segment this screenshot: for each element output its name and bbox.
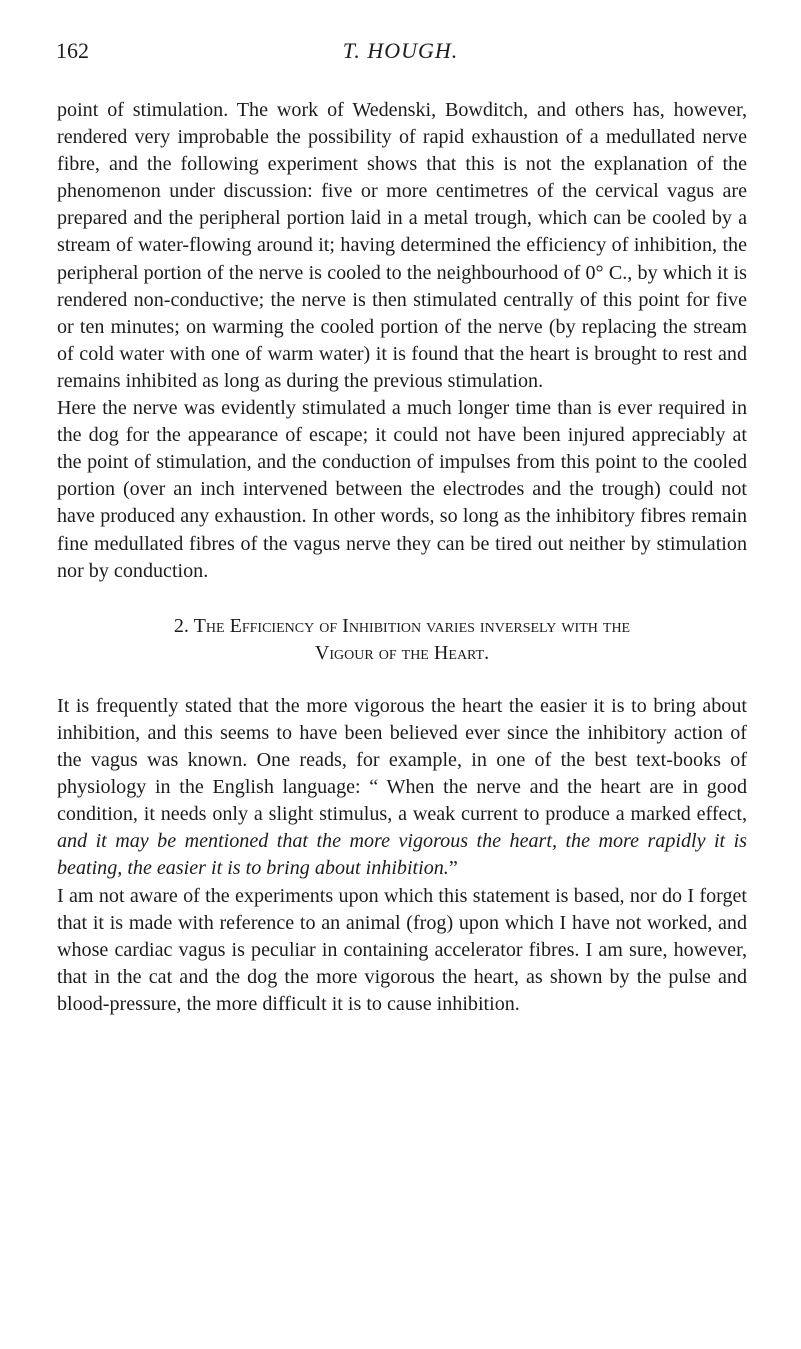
running-head: T. HOUGH. [342,38,459,63]
section-heading-line-1: 2. The Efficiency of Inhibition varies inversely with the [173,614,631,637]
paragraph-continuation: point of stimulation. The work of Wedenski, Bowditch, and others has, however, rendered very improbable the possibility of rapid exhaustion of a medullated nerve fibre, and the following experiment shows that this is not the explanation of the phenomenon under discussion: five or more centimetres of the cervical vagus are prepared and the peripheral portion laid in a metal trough, which can be cooled by a stream of water-flowing around it; having determined the efficiency of inhibition, the peripheral portion of the nerve is cooled to the neighbourhood of 0° C., by which it is rendered non-conductive; the nerve is then stimulated centrally of this point for five or ten minutes; on warming the cooled portion of the nerve (by replacing the stream of cold water with one of warm water) it is found that the heart is brought to rest and remains inhibited as long as during the previous stimulation. [57,99,747,392]
body-text [57,97,747,1018]
paragraph-frequently-stated [57,693,747,883]
closing-quote: ” [448,857,458,880]
quoted-italic-text: and it may be mentioned that the more vigorous the heart, the more rapidly it is beating, the easier it is to bring about inhibition. [57,830,747,880]
paragraph-frequently-stated-text: It is frequently stated that the more vigorous the heart the easier it is to bring about inhibition, and this seems to have been believed ever since the inhibitory action of the vagus was known. One reads, for example, in one of the best text-books of physiology in the English language: “ When the nerve and the heart are in good condition, it needs only a slight stimulus, a weak current to produce a marked effect, [57,694,747,826]
page-number: 162 [56,38,89,63]
page-header [56,28,745,68]
section-heading-line-2: Vigour of the Heart. [314,641,490,664]
paragraph-here-the-nerve: Here the nerve was evidently stimulated a much longer time than is ever required in the dog for the appearance of escape; it could not have been injured appreciably at the point of stimulation, and the conduction of impulses from this point to the cooled portion (over an inch intervened between the electrodes and the trough) could not have produced any exhaustion. In other words, so long as the inhibitory fibres remain fine medullated fibres of the vagus nerve they can be tired out neither by stimulation nor by conduction. [57,397,747,582]
section-heading [57,613,747,667]
paragraph-not-aware: I am not aware of the experiments upon which this statement is based, nor do I forget that it is made with reference to an animal (frog) upon which I have not worked, and whose cardiac vagus is peculiar in containing accelerator fibres. I am sure, however, that in the cat and the dog the more vigorous the heart, as shown by the pulse and blood-pressure, the more difficult it is to cause inhibition. [57,884,747,1015]
